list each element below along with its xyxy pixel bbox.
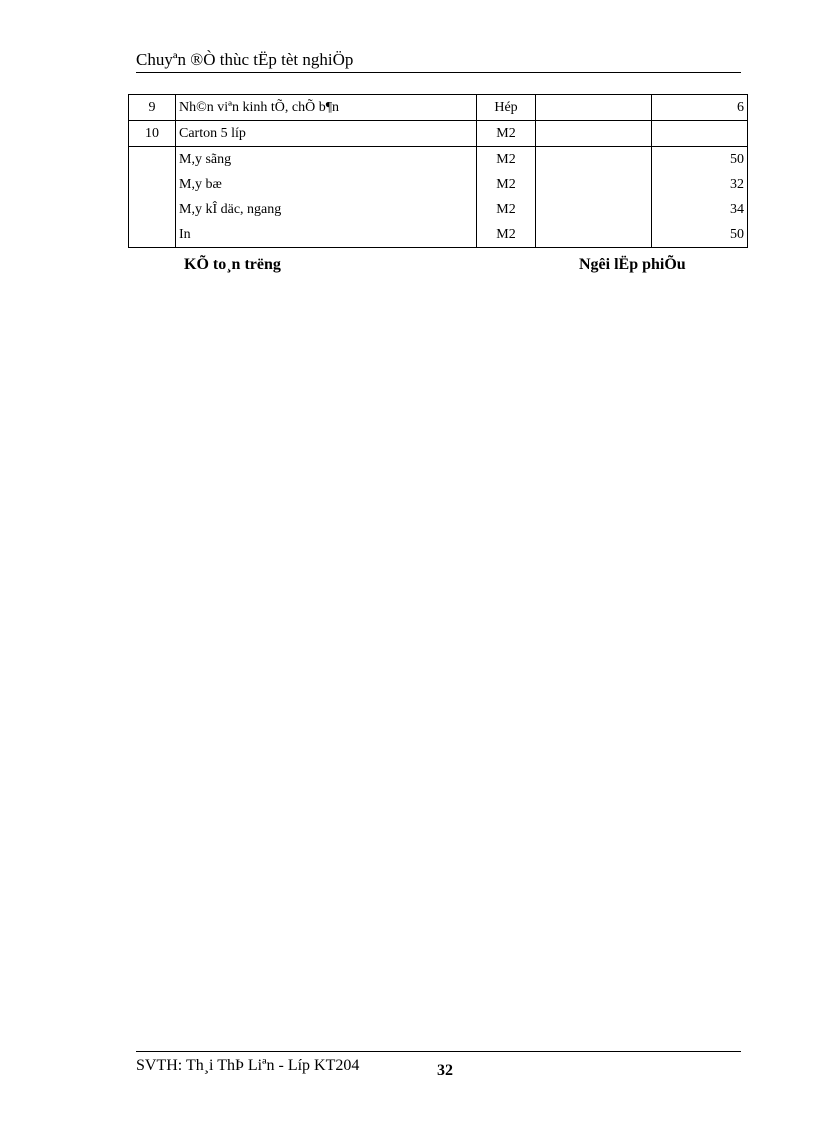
row-name: M,y bæ bbox=[176, 172, 477, 197]
row-qty2: 6 bbox=[652, 95, 748, 121]
table-row bbox=[129, 121, 748, 147]
row-stt bbox=[129, 147, 176, 173]
row-stt: 9 bbox=[129, 95, 176, 121]
row-unit: Hép bbox=[477, 95, 536, 121]
row-qty2: 34 bbox=[652, 197, 748, 222]
row-stt: 10 bbox=[129, 121, 176, 147]
row-unit: M2 bbox=[477, 222, 536, 248]
page-number: 32 bbox=[437, 1062, 453, 1079]
row-unit: M2 bbox=[477, 121, 536, 147]
page-header bbox=[136, 50, 741, 73]
row-name: M,y sãng bbox=[176, 147, 477, 173]
row-qty1 bbox=[536, 222, 652, 248]
row-qty2 bbox=[652, 121, 748, 147]
row-stt bbox=[129, 172, 176, 197]
signature-chief-accountant: KÕ to¸n trëng bbox=[184, 256, 281, 273]
row-qty1 bbox=[536, 121, 652, 147]
table-row bbox=[129, 95, 748, 121]
row-name: In bbox=[176, 222, 477, 248]
row-stt bbox=[129, 197, 176, 222]
row-qty2: 32 bbox=[652, 172, 748, 197]
row-name: M,y kÎ däc, ngang bbox=[176, 197, 477, 222]
signature-preparer: Ngêi lËp phiÕu bbox=[579, 256, 686, 273]
row-name: Nh©n viªn kinh tÕ, chÕ b¶n bbox=[176, 95, 477, 121]
row-qty1 bbox=[536, 95, 652, 121]
header-title: Chuyªn ®Ò thùc tËp tèt nghiÖp bbox=[136, 50, 354, 69]
row-qty1 bbox=[536, 197, 652, 222]
table-row bbox=[129, 222, 748, 248]
footer-divider bbox=[136, 1051, 741, 1052]
row-qty1 bbox=[536, 147, 652, 173]
row-unit: M2 bbox=[477, 172, 536, 197]
row-qty2: 50 bbox=[652, 147, 748, 173]
table-row bbox=[129, 172, 748, 197]
row-unit: M2 bbox=[477, 147, 536, 173]
row-qty1 bbox=[536, 172, 652, 197]
row-unit: M2 bbox=[477, 197, 536, 222]
row-stt bbox=[129, 222, 176, 248]
table-row bbox=[129, 197, 748, 222]
row-qty2: 50 bbox=[652, 222, 748, 248]
footer-student-info: SVTH: Th¸i ThÞ Liªn - Líp KT204 bbox=[136, 1057, 360, 1074]
inventory-table bbox=[128, 94, 748, 248]
row-name: Carton 5 líp bbox=[176, 121, 477, 147]
table-row bbox=[129, 147, 748, 173]
